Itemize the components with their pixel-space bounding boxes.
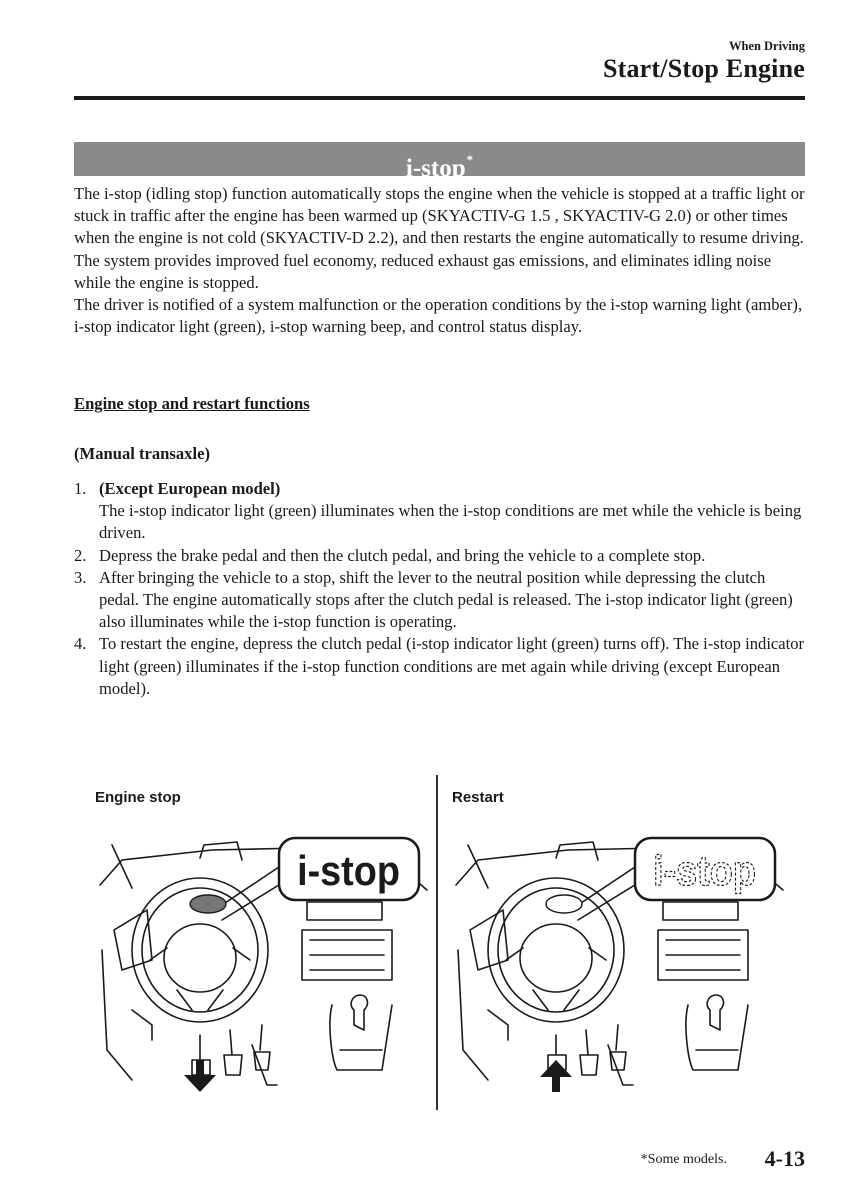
indicator-off-text: i-stop: [653, 848, 756, 895]
step-number: 4.: [74, 634, 87, 654]
step-number: 1.: [74, 479, 87, 498]
arrow-up-icon: [540, 1060, 572, 1092]
step-2-text: Depress the brake pedal and then the clutch pedal, and bring the vehicle to a complete stop.: [99, 545, 706, 565]
step-number: 3.: [74, 567, 87, 587]
transaxle-heading: (Manual transaxle): [74, 444, 210, 463]
step-1-text: The i-stop indicator light (green) illuminates when the i-stop conditions are met while the vehicle is being driven.: [99, 501, 802, 543]
steps-list: [74, 478, 805, 700]
figure-divider: [436, 775, 438, 1110]
engine-stop-illustration: [92, 830, 432, 1110]
page-title: Start/Stop Engine: [602, 54, 805, 83]
step-3-text: After bringing the vehicle to a stop, shift the lever to the neutral position while depressing the clutch pedal. The engine automatically stops after the clutch pedal is released. The i-stop indicator light (green) also illuminates while the i-stop function is operating.: [99, 567, 793, 632]
step-number: 2.: [74, 545, 87, 565]
step-1-bold: (Except European model): [99, 479, 281, 498]
step-2: [74, 545, 805, 567]
footer-note: *Some models.: [640, 1152, 727, 1167]
figure-label-engine-stop: Engine stop: [95, 789, 181, 806]
step-4-text: To restart the engine, depress the clutch pedal (i-stop indicator light (green) turns off). The i-stop indicator light (green) illuminates if the i-stop function conditions are met again while driving (except European model).: [99, 634, 805, 698]
intro-paragraph-2: The driver is notified of a system malfunction or the operation conditions by the i-stop warning light (amber), i-stop indicator light (green), i-stop warning beep, and control status display.: [74, 295, 803, 337]
subheading: Engine stop and restart functions: [74, 394, 310, 413]
page-number: 4-13: [764, 1146, 805, 1171]
restart-illustration: [448, 830, 788, 1110]
intro-text: [74, 183, 805, 338]
step-1: [74, 478, 805, 545]
section-title-bar: [74, 142, 805, 182]
step-4: [74, 633, 805, 700]
chapter-label: When Driving: [728, 39, 805, 53]
section-title: i-stop: [405, 155, 466, 182]
indicator-on-text: i-stop: [297, 848, 400, 895]
intro-paragraph-1: The i-stop (idling stop) function automatically stops the engine when the vehicle is stopped at a traffic light or stuck in traffic after the engine has been warmed up (SKYACTIV-G 1.5 , SKYACTIV-G 2.0) or other times when the engine is not cold (SKYACTIV-D 2.2), and then restarts the engine automatically to resume driving. The system provides improved fuel economy, reduced exhaust gas emissions, and eliminates idling noise while the engine is stopped.: [74, 184, 805, 292]
figure-label-restart: Restart: [452, 789, 504, 806]
step-3: [74, 567, 805, 634]
section-asterisk: *: [466, 152, 474, 167]
arrow-down-icon: [184, 1060, 216, 1092]
title-rule: [74, 96, 805, 100]
